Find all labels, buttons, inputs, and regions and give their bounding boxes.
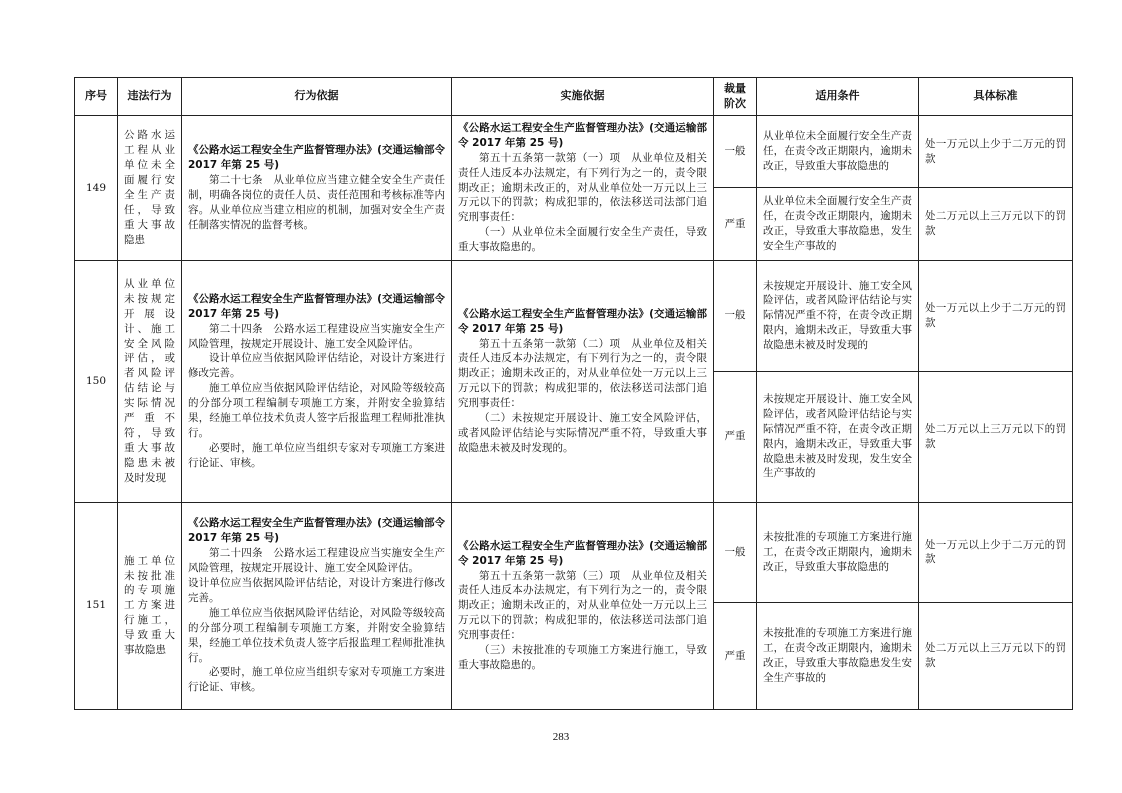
basis-para: 第二十四条 公路水运工程建设应当实施安全生产风险管理，按规定开展设计、施工安全风险评估。 xyxy=(188,322,445,350)
basis-para: 必要时，施工单位应当组织专家对专项施工方案进行论证、审核。 xyxy=(188,441,445,469)
basis-para: 设计单位应当依据风险评估结论，对设计方案进行修改完善。 xyxy=(188,576,445,604)
header-cond: 适用条件 xyxy=(757,78,919,116)
std-cell: 处二万元以上三万元以下的罚款 xyxy=(919,603,1073,710)
header-level: 裁量阶次 xyxy=(714,78,757,116)
impl-para: （三）未按批准的专项施工方案进行施工，导致重大事故隐患的。 xyxy=(458,644,707,671)
impl-title: 《公路水运工程安全生产监督管理办法》(交通运输部令 2017 年第 25 号) xyxy=(458,307,707,335)
row-no: 150 xyxy=(75,260,118,502)
std-cell: 处一万元以上少于二万元的罚款 xyxy=(919,260,1073,371)
table-row xyxy=(75,116,1073,188)
cond-cell: 从业单位未全面履行安全生产责任，在责令改正期限内，逾期未改正，导致重大事故隐患的 xyxy=(757,116,919,188)
std-cell: 处一万元以上少于二万元的罚款 xyxy=(919,502,1073,603)
impl-para: （二）未按规定开展设计、施工安全风险评估，或者风险评估结论与实际情况严重不符，导致重大事故隐患未被及时发现的。 xyxy=(458,412,707,454)
impl-para: 第五十五条第一款第（二）项 从业单位及相关责任人违反本办法规定，有下列行为之一的，责令限期改正；逾期未改正的，对从业单位处一万元以上三万元以下的罚款；构成犯罪的，依法移送司法部门追究刑事责任： xyxy=(458,337,707,410)
basis-para: 施工单位应当依据风险评估结论，对风险等级较高的分部分项工程编制专项施工方案，并附安全验算结果，经施工单位技术负责人签字后报监理工程师批准执行。 xyxy=(188,606,445,664)
header-violation: 违法行为 xyxy=(118,78,182,116)
basis-para: 必要时，施工单位应当组织专家对专项施工方案进行论证、审核。 xyxy=(188,666,445,694)
header-basis: 行为依据 xyxy=(182,78,452,116)
basis-para: 第二十四条 公路水运工程建设应当实施安全生产风险管理，按规定开展设计、施工安全风险评估。 xyxy=(188,547,445,575)
basis-cell xyxy=(182,260,452,502)
violation-cell: 公路水运工程从业单位未全面履行安全生产责任，导致重大事故隐患 xyxy=(118,116,182,261)
page-number: 283 xyxy=(552,731,570,743)
level-cell: 严重 xyxy=(714,188,757,260)
impl-cell xyxy=(452,260,714,502)
cond-cell: 未按规定开展设计、施工安全风险评估，或者风险评估结论与实际情况严重不符，在责令改正期限内，逾期未改正，导致重大事故隐患未被及时发现的 xyxy=(757,260,919,371)
impl-para: 第五十五条第一款第（三）项 从业单位及相关责任人违反本办法规定，有下列行为之一的，责令限期改正；逾期未改正的，对从业单位处一万元以上三万元以下的罚款；构成犯罪的，依法移送司法部门追究刑事责任： xyxy=(458,569,707,642)
impl-cell xyxy=(452,116,714,261)
std-cell: 处二万元以上三万元以下的罚款 xyxy=(919,188,1073,260)
impl-cell xyxy=(452,502,714,709)
cond-cell: 未按规定开展设计、施工安全风险评估，或者风险评估结论与实际情况严重不符，在责令改正期限内，逾期未改正，导致重大事故隐患未被及时发现，发生安全生产事故的 xyxy=(757,371,919,502)
table-row xyxy=(75,260,1073,371)
level-cell: 一般 xyxy=(714,260,757,371)
impl-title: 《公路水运工程安全生产监督管理办法》(交通运输部令 2017 年第 25 号) xyxy=(458,121,707,149)
level-cell: 一般 xyxy=(714,116,757,188)
level-cell: 严重 xyxy=(714,603,757,710)
cond-cell: 未按批准的专项施工方案进行施工，在责令改正期限内，逾期未改正，导致重大事故隐患的 xyxy=(757,502,919,603)
header-row xyxy=(75,78,1073,116)
level-cell: 一般 xyxy=(714,502,757,603)
cond-cell: 未按批准的专项施工方案进行施工，在责令改正期限内，逾期未改正，导致重大事故隐患发生安全生产事故的 xyxy=(757,603,919,710)
impl-para: （一）从业单位未全面履行安全生产责任，导致重大事故隐患的。 xyxy=(458,226,707,254)
basis-title: 《公路水运工程安全生产监督管理办法》(交通运输部令 2017 年第 25 号) xyxy=(188,517,445,545)
std-cell: 处二万元以上三万元以下的罚款 xyxy=(919,371,1073,502)
header-std: 具体标准 xyxy=(919,78,1073,116)
table-row xyxy=(75,502,1073,603)
impl-title: 《公路水运工程安全生产监督管理办法》(交通运输部令 2017 年第 25 号) xyxy=(458,539,707,567)
header-impl: 实施依据 xyxy=(452,78,714,116)
violation-cell: 施工单位未按批准的专项施工方案进行施工，导致重大事故隐患 xyxy=(118,502,182,709)
basis-para: 施工单位应当依据风险评估结论，对风险等级较高的分部分项工程编制专项施工方案，并附安全验算结果，经施工单位技术负责人签字后报监理工程师批准执行。 xyxy=(188,382,445,439)
basis-title: 《公路水运工程安全生产监督管理办法》(交通运输部令 2017 年第 25 号) xyxy=(188,144,445,172)
basis-para: 第二十七条 从业单位应当建立健全安全生产责任制，明确各岗位的责任人员、责任范围和考核标准等内容。从业单位应当建立相应的机制，加强对安全生产责任制落实情况的监督考核。 xyxy=(188,174,445,231)
row-no: 151 xyxy=(75,502,118,709)
row-no: 149 xyxy=(75,116,118,261)
basis-cell xyxy=(182,502,452,709)
violation-cell: 从业单位未按规定开展设计、施工安全风险评估，或者风险评估结论与实际情况严重不符，导致重大事故隐患未被及时发现 xyxy=(118,260,182,502)
basis-cell xyxy=(182,116,452,261)
cond-cell: 从业单位未全面履行安全生产责任，在责令改正期限内，逾期未改正，导致重大事故隐患，发生安全生产事故的 xyxy=(757,188,919,260)
penalty-table xyxy=(74,77,1073,710)
basis-para: 设计单位应当依据风险评估结论，对设计方案进行修改完善。 xyxy=(188,352,445,380)
basis-title: 《公路水运工程安全生产监督管理办法》(交通运输部令 2017 年第 25 号) xyxy=(188,292,445,320)
impl-para: 第五十五条第一款第（一）项 从业单位及相关责任人违反本办法规定，有下列行为之一的，责令限期改正；逾期未改正的，对从业单位处一万元以上三万元以下的罚款；构成犯罪的，依法移送司法部门追究刑事责任： xyxy=(458,151,707,224)
level-cell: 严重 xyxy=(714,371,757,502)
std-cell: 处一万元以上少于二万元的罚款 xyxy=(919,116,1073,188)
header-no: 序号 xyxy=(75,78,118,116)
